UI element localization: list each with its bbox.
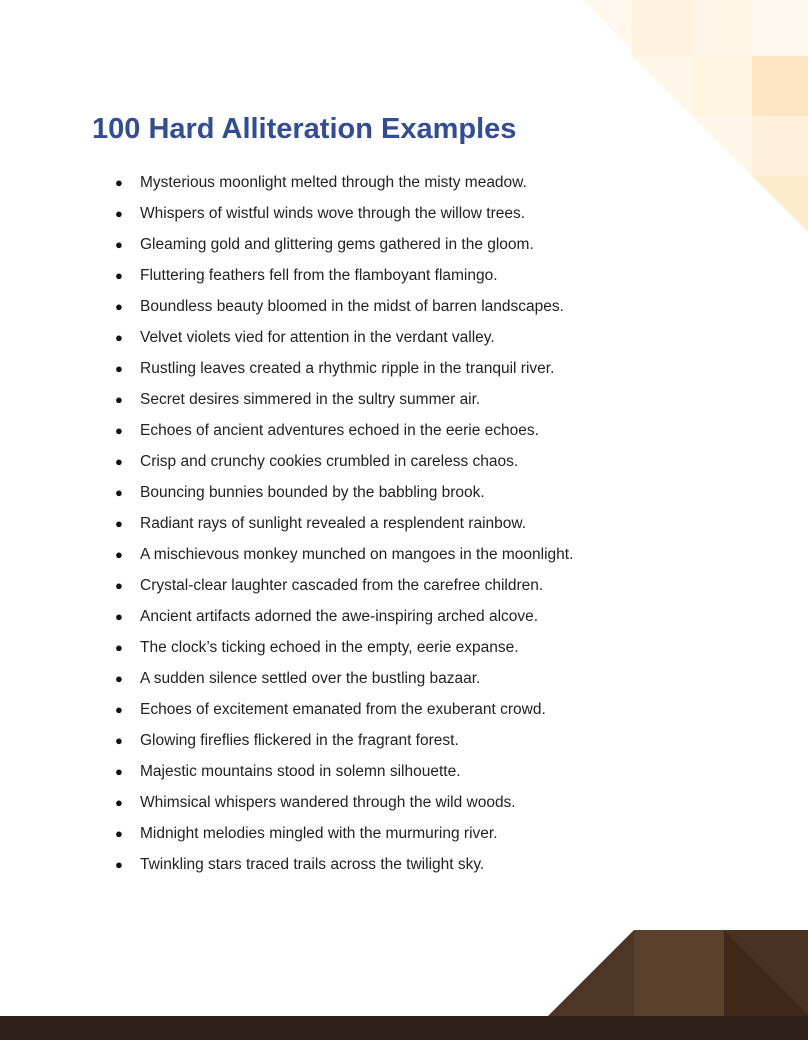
bullet-icon: ● (115, 826, 123, 841)
list-item-text: Mysterious moonlight melted through the misty meadow. (140, 174, 527, 191)
list-item-text: Glowing fireflies flickered in the fragrant forest. (140, 732, 459, 749)
bullet-icon: ● (115, 330, 123, 345)
bullet-icon: ● (115, 516, 123, 531)
list-item-text: The clock’s ticking echoed in the empty, eerie expanse. (140, 639, 519, 656)
list-item-text: Secret desires simmered in the sultry summer air. (140, 391, 481, 408)
bottom-right-decoration (0, 930, 808, 1040)
list-item-text: Fluttering feathers fell from the flamboyant flamingo. (140, 267, 498, 284)
list-item-text: Echoes of excitement emanated from the exuberant crowd. (140, 701, 546, 718)
bullet-icon: ● (115, 206, 123, 221)
list-item-text: Bouncing bunnies bounded by the babbling brook. (140, 484, 485, 501)
bullet-icon: ● (115, 795, 123, 810)
bullet-icon: ● (115, 392, 123, 407)
bullet-icon: ● (115, 361, 123, 376)
bullet-icon: ● (115, 175, 123, 190)
list-item-text: Midnight melodies mingled with the murmuring river. (140, 825, 498, 842)
list-item-text: Majestic mountains stood in solemn silhouette. (140, 763, 461, 780)
bullet-icon: ● (115, 671, 123, 686)
list-item-text: A mischievous monkey munched on mangoes in the moonlight. (140, 546, 574, 563)
bullet-icon: ● (115, 857, 123, 872)
bullet-icon: ● (115, 609, 123, 624)
list-item-text: Gleaming gold and glittering gems gathered in the gloom. (140, 236, 534, 253)
bullet-icon: ● (115, 547, 123, 562)
bullet-icon: ● (115, 299, 123, 314)
bullet-icon: ● (115, 578, 123, 593)
bullet-icon: ● (115, 454, 123, 469)
page-title: 100 Hard Alliteration Examples (92, 113, 517, 145)
bullet-icon: ● (115, 764, 123, 779)
list-item-text: Twinkling stars traced trails across the twilight sky. (140, 856, 485, 873)
bullet-icon: ● (115, 237, 123, 252)
list-item-text: Whispers of wistful winds wove through the willow trees. (140, 205, 526, 222)
list-item-text: Radiant rays of sunlight revealed a resplendent rainbow. (140, 515, 527, 532)
bullet-icon: ● (115, 268, 123, 283)
bullet-icon: ● (115, 485, 123, 500)
list-item-text: Ancient artifacts adorned the awe-inspiring arched alcove. (140, 608, 539, 625)
bullet-icon: ● (115, 702, 123, 717)
list-item-text: A sudden silence settled over the bustling bazaar. (140, 670, 481, 687)
list-item-text: Crystal-clear laughter cascaded from the carefree children. (140, 577, 544, 594)
list-item-text: Boundless beauty bloomed in the midst of barren landscapes. (140, 298, 564, 315)
list-item-text: Crisp and crunchy cookies crumbled in careless chaos. (140, 453, 519, 470)
bullet-icon: ● (115, 640, 123, 655)
list-item-text: Velvet violets vied for attention in the verdant valley. (140, 329, 495, 346)
bullet-icon: ● (115, 423, 123, 438)
list-item-text: Rustling leaves created a rhythmic ripple in the tranquil river. (140, 360, 555, 377)
list-item-text: Whimsical whispers wandered through the wild woods. (140, 794, 516, 811)
list-item-text: Echoes of ancient adventures echoed in the eerie echoes. (140, 422, 539, 439)
bullet-icon: ● (115, 733, 123, 748)
